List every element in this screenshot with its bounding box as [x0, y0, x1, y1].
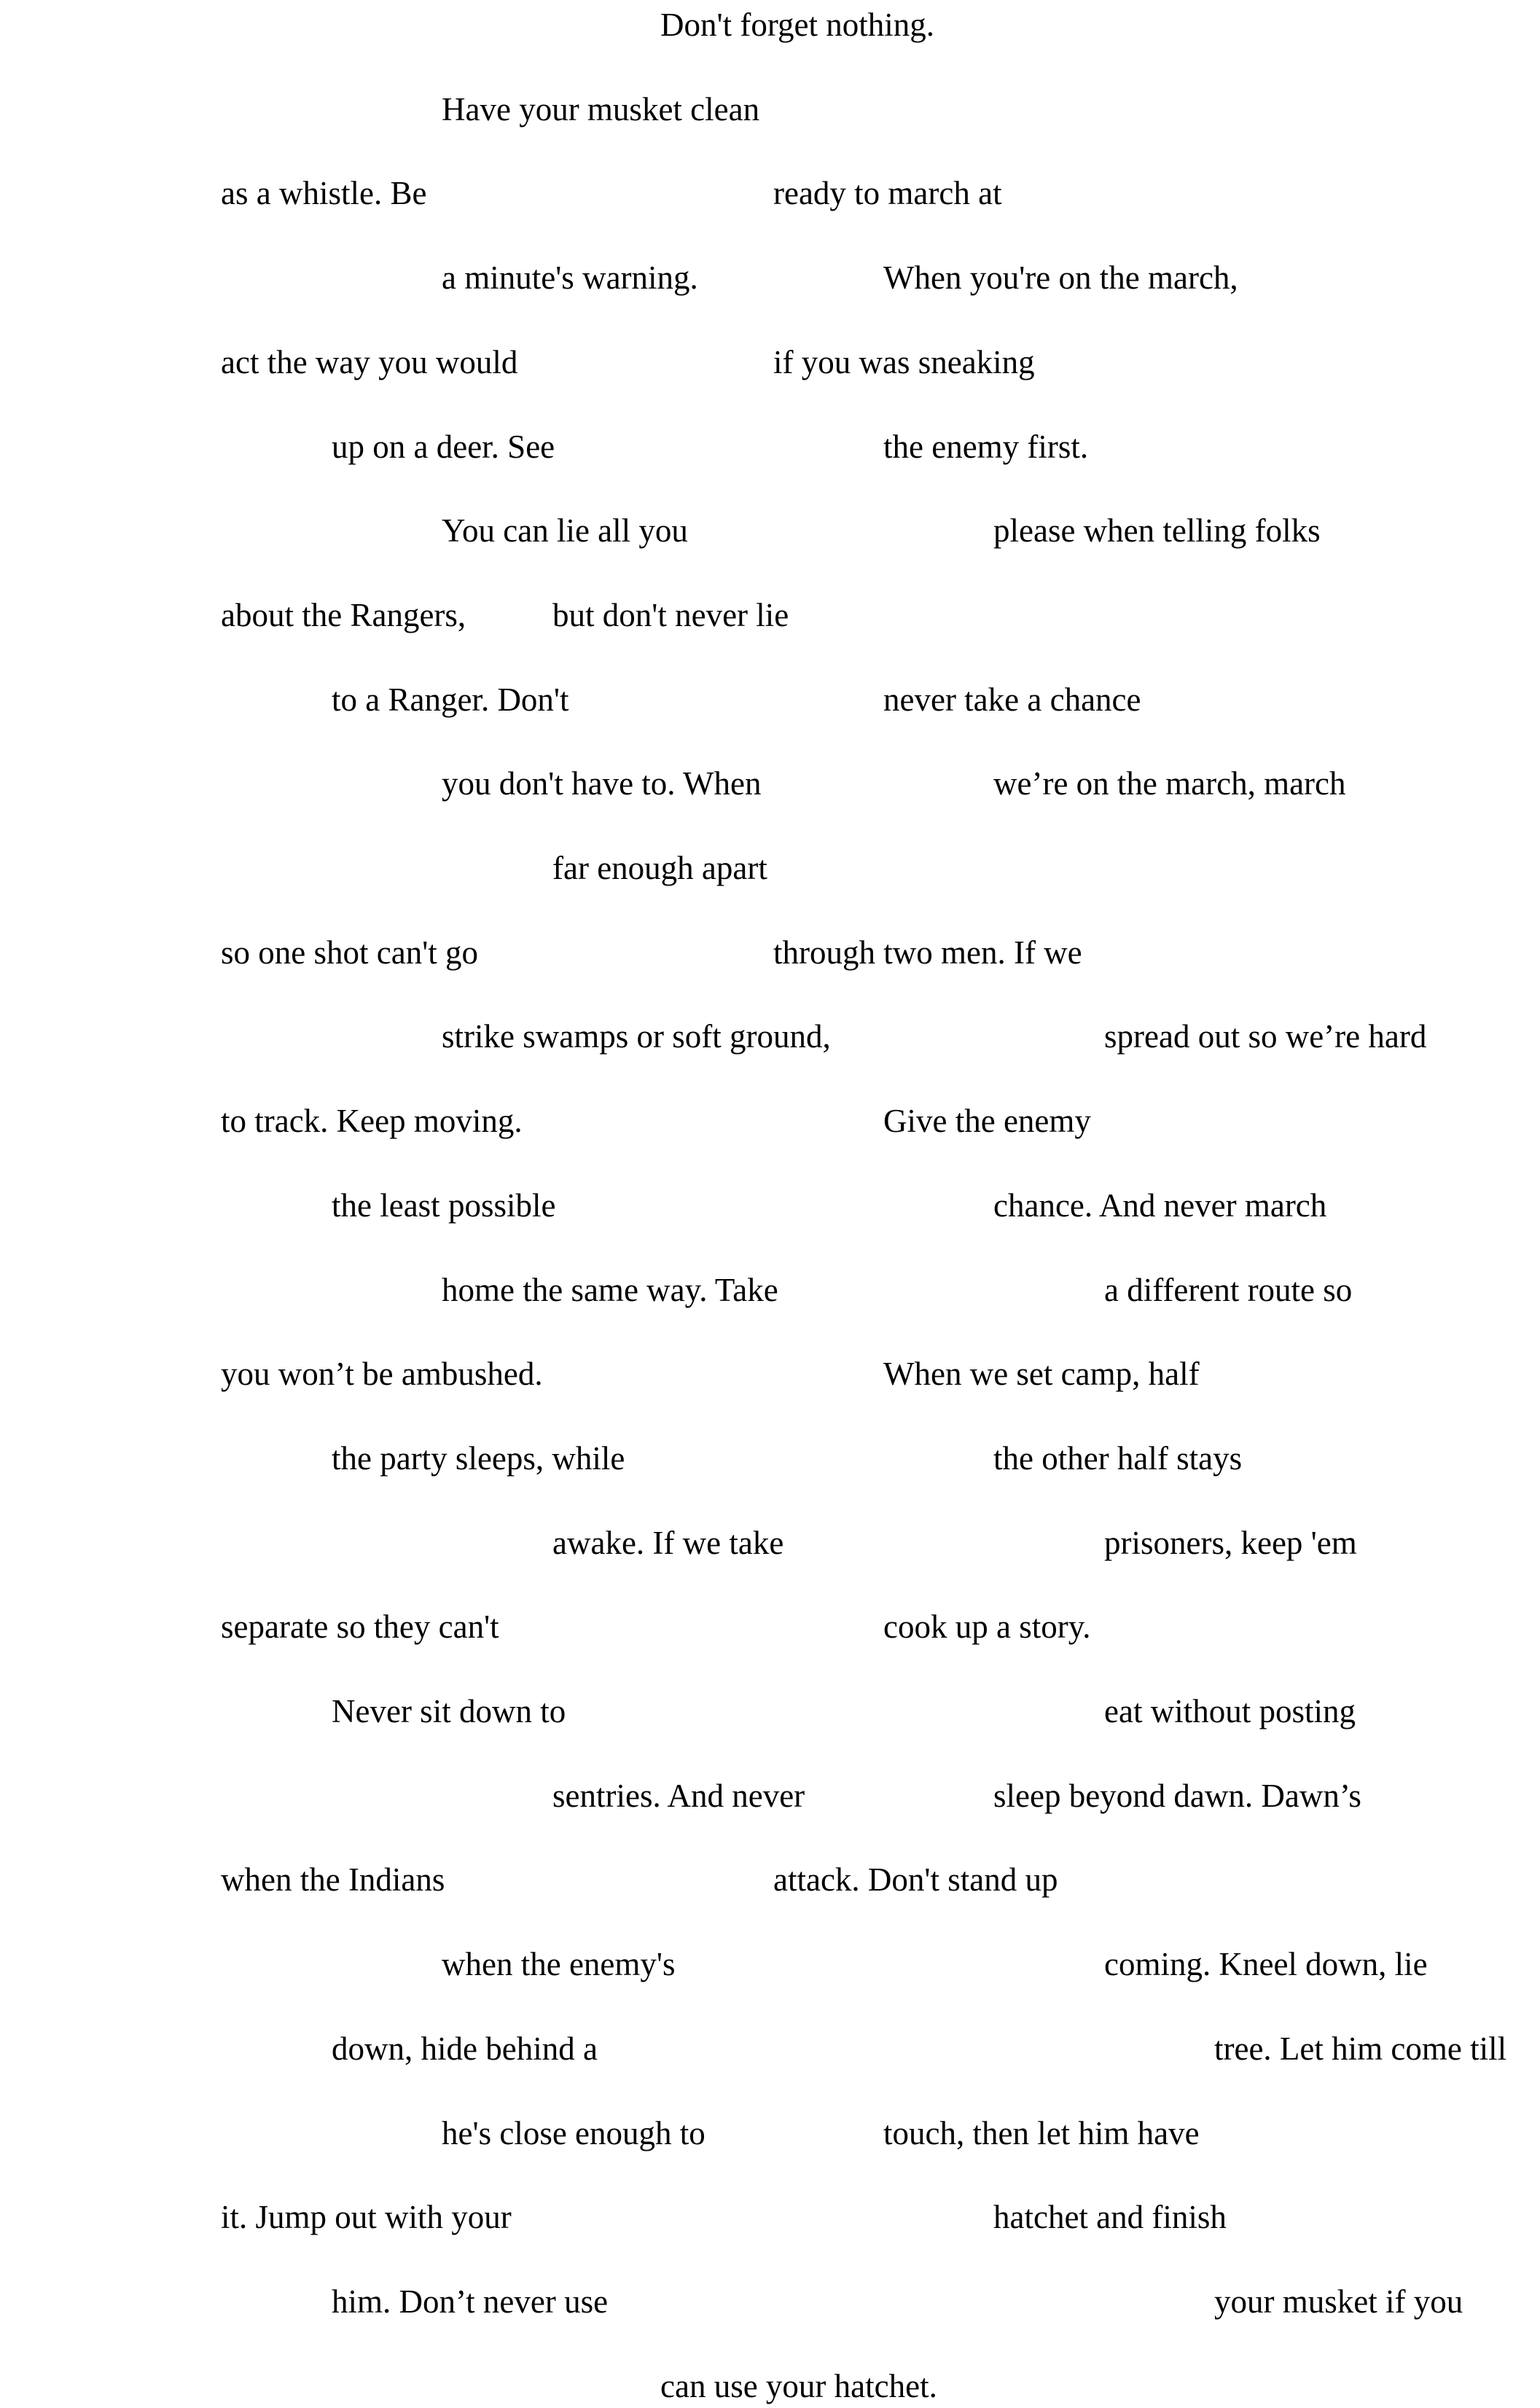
poem-line — [0, 425, 1540, 469]
poem-line-segment: Have your musket clean — [442, 91, 760, 128]
poem-line-segment: when the enemy's — [442, 1946, 676, 1982]
poem-line-segment: separate so they can't — [221, 1608, 499, 1645]
poem-line-segment: the enemy first. — [883, 429, 1089, 465]
poem-line — [0, 1352, 1540, 1396]
poem-line-segment: we’re on the march, march — [993, 765, 1346, 802]
poem-line-segment: but don't never lie — [552, 597, 789, 633]
poem-line — [0, 762, 1540, 805]
poem-line-segment: home the same way. Take — [442, 1272, 778, 1308]
poem-line-segment: strike swamps or soft ground, — [442, 1018, 831, 1055]
poem-line-segment: prisoners, keep 'em — [1104, 1525, 1357, 1561]
poem-line-segment: awake. If we take — [552, 1525, 784, 1561]
poem-line — [0, 1605, 1540, 1649]
poem-line — [0, 340, 1540, 384]
poem-line — [0, 87, 1540, 131]
poem-line-segment: as a whistle. Be — [221, 175, 427, 211]
poem-line — [0, 3, 1540, 47]
poem-line — [0, 1942, 1540, 1986]
poem-line-segment: up on a deer. See — [332, 429, 555, 465]
poem-line-segment: spread out so we’re hard — [1104, 1018, 1427, 1055]
poem-line-segment: when the Indians — [221, 1861, 445, 1898]
poem-line-segment: eat without posting — [1104, 1693, 1356, 1729]
poem-line-segment: a different route so — [1104, 1272, 1353, 1308]
poem-line — [0, 593, 1540, 637]
poem-line-segment: Give the enemy — [883, 1103, 1091, 1139]
poem-line-segment: cook up a story. — [883, 1608, 1091, 1645]
poem-line-segment: you won’t be ambushed. — [221, 1356, 543, 1392]
poem-line-segment: act the way you would — [221, 344, 518, 380]
poem-line-segment: to track. Keep moving. — [221, 1103, 523, 1139]
poem-line-segment: can use your hatchet. — [660, 2368, 937, 2404]
poem-line — [0, 846, 1540, 890]
poem-line-segment: Never sit down to — [332, 1693, 566, 1729]
poem-line — [0, 2280, 1540, 2323]
poem-line — [0, 1099, 1540, 1143]
poem-line-segment: far enough apart — [552, 850, 767, 886]
poem-line-segment: the least possible — [332, 1187, 556, 1224]
poem-line-segment: chance. And never march — [993, 1187, 1327, 1224]
poem-line-segment: When we set camp, half — [883, 1356, 1200, 1392]
poem-line-segment: You can lie all you — [442, 512, 688, 549]
poem-line — [0, 256, 1540, 300]
poem-line-segment: the party sleeps, while — [332, 1440, 625, 1477]
poem-line — [0, 1689, 1540, 1733]
poem-line-segment: coming. Kneel down, lie — [1104, 1946, 1428, 1982]
poem-line-segment: about the Rangers, — [221, 597, 466, 633]
poem-line-segment: attack. Don't stand up — [773, 1861, 1058, 1898]
poem-line — [0, 509, 1540, 552]
poem-line — [0, 1521, 1540, 1565]
poem-line — [0, 2364, 1540, 2408]
poem-line-segment: never take a chance — [883, 681, 1141, 718]
poem-line-segment: hatchet and finish — [993, 2199, 1227, 2235]
poem-line-segment: it. Jump out with your — [221, 2199, 512, 2235]
poem-line-segment: down, hide behind a — [332, 2030, 598, 2067]
poem-line-segment: sleep beyond dawn. Dawn’s — [993, 1778, 1361, 1814]
poem-line — [0, 1436, 1540, 1480]
poem-line-segment: so one shot can't go — [221, 934, 479, 971]
poem-line — [0, 2111, 1540, 2155]
poem-line — [0, 2195, 1540, 2239]
poem-line-segment: sentries. And never — [552, 1778, 805, 1814]
poem-line — [0, 1184, 1540, 1227]
poem-line-segment: Don't forget nothing. — [660, 7, 934, 43]
poem-line — [0, 931, 1540, 974]
poem-line-segment: ready to march at — [773, 175, 1002, 211]
poem-line-segment: through two men. If we — [773, 934, 1082, 971]
poem-line-segment: please when telling folks — [993, 512, 1321, 549]
poem-line — [0, 171, 1540, 215]
poem-line-segment: your musket if you — [1214, 2283, 1463, 2320]
poem-line — [0, 1015, 1540, 1058]
poem-line — [0, 1858, 1540, 1901]
poem-line — [0, 2027, 1540, 2071]
poem-line-segment: if you was sneaking — [773, 344, 1035, 380]
poem-line-segment: touch, then let him have — [883, 2115, 1200, 2151]
poem-line-segment: tree. Let him come till — [1214, 2030, 1507, 2067]
poem-line-segment: him. Don’t never use — [332, 2283, 609, 2320]
poem-line-segment: you don't have to. When — [442, 765, 762, 802]
poem-line-segment: the other half stays — [993, 1440, 1243, 1477]
poem-line-segment: a minute's warning. — [442, 259, 698, 296]
poem-line — [0, 678, 1540, 722]
poem-line-segment: When you're on the march, — [883, 259, 1238, 296]
poem-line-segment: he's close enough to — [442, 2115, 705, 2151]
poem-line-segment: to a Ranger. Don't — [332, 681, 569, 718]
poem-line — [0, 1774, 1540, 1818]
poem-line — [0, 1268, 1540, 1312]
